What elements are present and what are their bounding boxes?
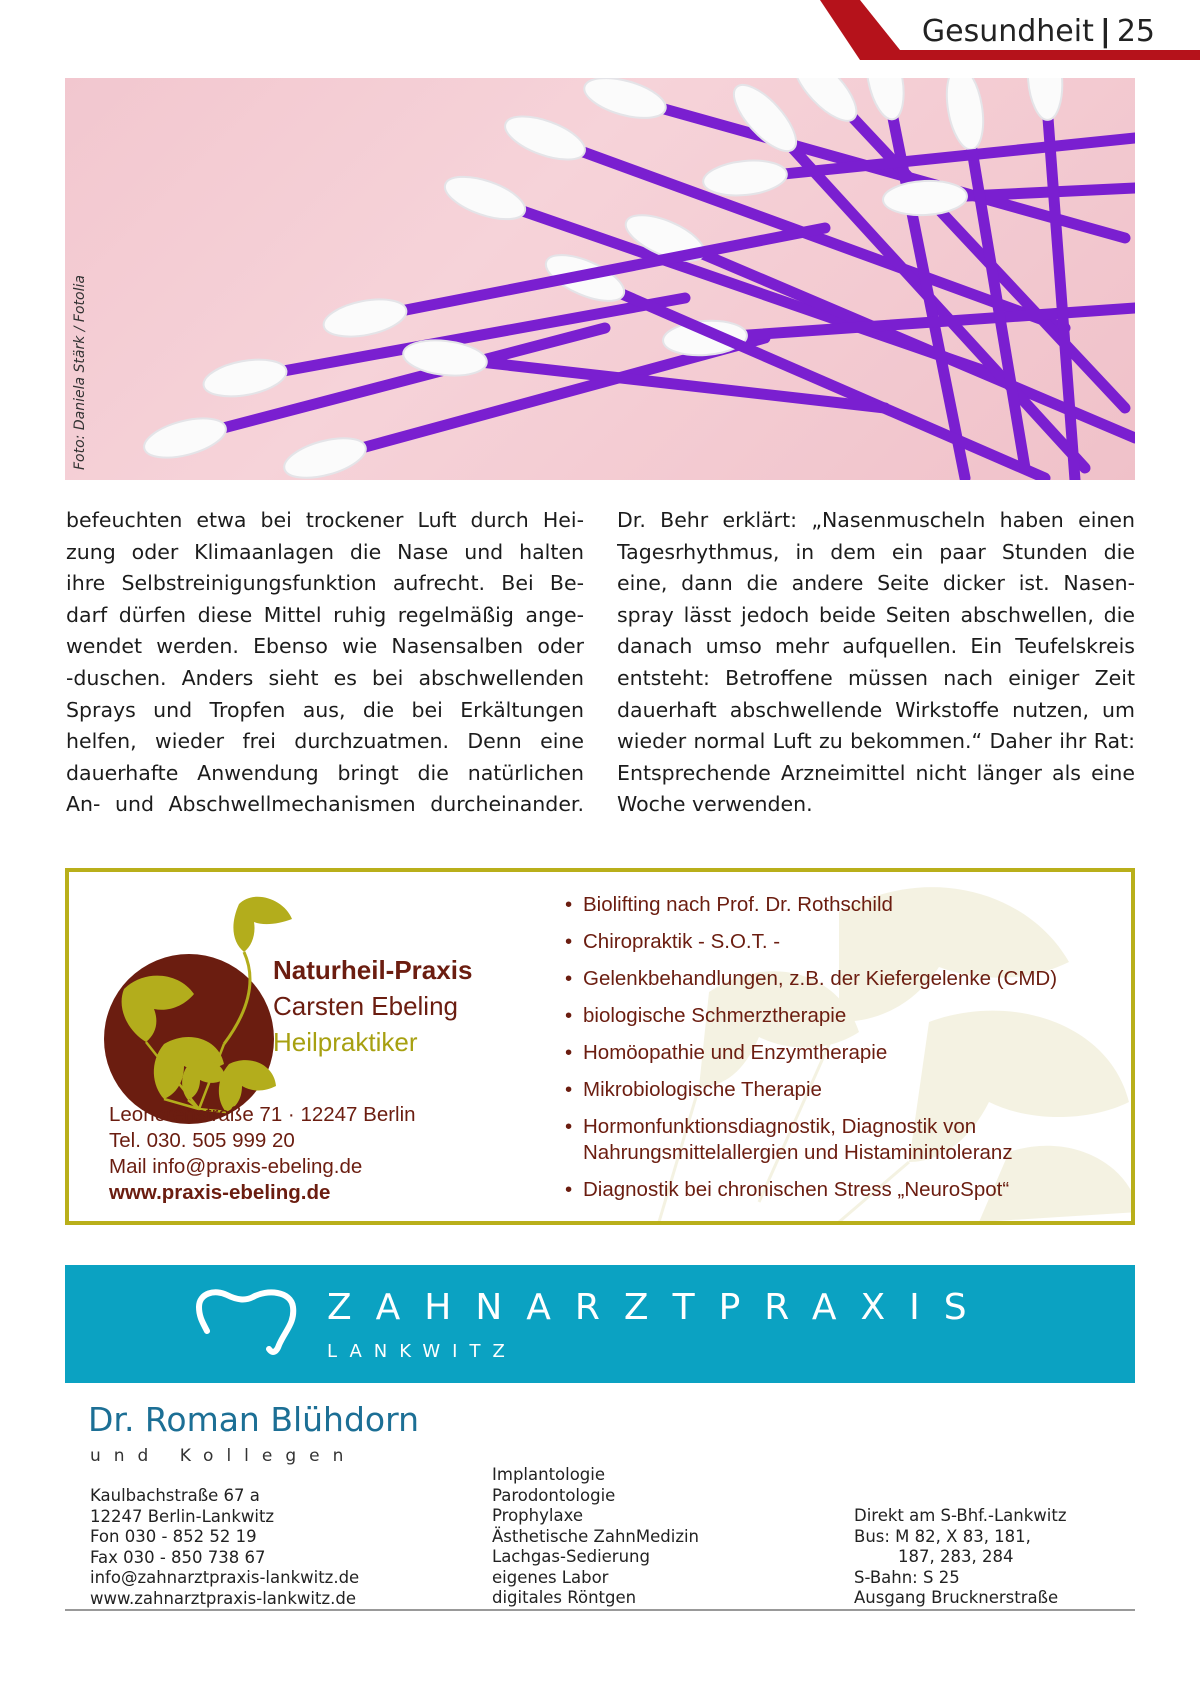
swab-cotton-tip	[201, 354, 290, 402]
swab-cotton-tip	[701, 157, 788, 199]
swab-cotton-tip	[860, 78, 910, 123]
service-item-line: Nahrungsmittelallergien und Histaminintoleranz	[583, 1141, 1013, 1164]
article-right-column	[617, 505, 1135, 821]
swab-cotton-tip	[140, 411, 230, 465]
practitioner-profession: Heilpraktiker	[273, 1027, 418, 1057]
page-header	[922, 14, 1155, 49]
photo-credit: Foto: Daniela Stärk / Fotolia	[72, 275, 88, 470]
transport-line: S-Bahn: S 25	[854, 1567, 960, 1587]
service-item: • Biolifting nach Prof. Dr. Rothschild	[565, 892, 1057, 918]
swab-cotton-tip	[941, 78, 988, 152]
swab-cotton-tip	[882, 179, 968, 217]
service-item: • Mikrobiologische Therapie	[565, 1077, 1057, 1103]
article-line: entsteht: Betroffene müssen nach einiger Zeit	[617, 665, 1135, 690]
article-left-column	[66, 505, 584, 821]
address-line: Fon 030 - 852 52 19	[90, 1527, 257, 1546]
dentist-transport	[854, 1506, 1067, 1609]
zahnarztpraxis-banner	[65, 1265, 1135, 1383]
address-line: Kaulbachstraße 67 a	[90, 1486, 260, 1505]
dentist-colleagues: und Kollegen	[90, 1446, 357, 1466]
cotton-swabs-photo	[65, 78, 1135, 480]
article-line: spray lässt jedoch beide Seiten abschwellen, die	[617, 602, 1135, 627]
page-number: 25	[1116, 14, 1155, 49]
zahnarztpraxis-title: ZAHNARZTPRAXIS	[327, 1287, 991, 1328]
dentist-service-item: Ästhetische ZahnMedizin	[492, 1526, 700, 1546]
transport-line: Direkt am S-Bhf.-Lankwitz	[854, 1506, 1067, 1525]
article-line: Entsprechende Arzneimittel nicht länger als eine	[617, 760, 1135, 785]
address-line: info@zahnarztpraxis-lankwitz.de	[90, 1568, 360, 1587]
transport-line: Bus: M 82, X 83, 181,	[854, 1526, 1031, 1546]
practice-website: www.praxis-ebeling.de	[109, 1181, 331, 1204]
swab-cotton-tip	[724, 78, 806, 160]
naturheil-praxis-ad	[65, 868, 1135, 1225]
article-line: Tagesrhythmus, in dem ein paar Stunden die	[617, 539, 1135, 564]
cotton-swabs-illustration	[65, 78, 1135, 480]
address-line: www.zahnarztpraxis-lankwitz.de	[90, 1588, 356, 1608]
service-item: • Gelenkbehandlungen, z.B. der Kiefergelenke (CMD)	[565, 966, 1057, 992]
dentist-services	[492, 1465, 699, 1609]
dentist-service-item: Implantologie	[492, 1465, 606, 1484]
service-item: • biologische Schmerztherapie	[565, 1003, 1057, 1029]
swab-stick	[1045, 78, 1075, 480]
article-line: An- und Abschwellmechanismen durcheinander.	[66, 792, 584, 817]
header-separator: |	[1099, 14, 1111, 49]
article-line: zung oder Klimaanlagen die Nase und halten	[66, 539, 584, 564]
swab-cotton-tip	[580, 78, 670, 126]
naturheil-contact	[109, 1102, 416, 1206]
dentist-service-item: Prophylaxe	[492, 1506, 583, 1525]
article-line: wendet werden. Ebenso wie Nasensalben oder	[66, 634, 584, 659]
dentist-name: Dr. Roman Blühdorn	[88, 1400, 420, 1439]
service-item: • Chiropraktik - S.O.T. -	[565, 929, 1057, 955]
transport-line: Ausgang Brucknerstraße	[854, 1588, 1059, 1607]
tooth-logo-icon	[193, 1287, 303, 1359]
dentist-service-item: Lachgas-Sedierung	[492, 1547, 650, 1566]
practice-mail: Mail info@praxis-ebeling.de	[109, 1155, 363, 1178]
article-line: dauerhafte Anwendung bringt die natürlichen	[66, 760, 584, 785]
swab-cotton-tip	[1025, 78, 1065, 121]
swab-cotton-tip	[280, 431, 370, 480]
section-title: Gesundheit	[921, 14, 1094, 49]
article-line: eine, dann die andere Seite dicker ist. Nasen-	[617, 571, 1135, 596]
article-line: Dr. Behr erklärt: „Nasenmuscheln haben einen	[617, 508, 1135, 532]
swab-cotton-tip	[440, 168, 531, 228]
article-line: helfen, wieder frei durchzuatmen. Denn eine	[66, 729, 584, 754]
service-item: • Homöopathie und Enzymtherapie	[565, 1040, 1057, 1066]
naturheil-services-list	[565, 892, 1057, 1214]
article-line: -duschen. Anders sieht es bei abschwellenden	[66, 665, 584, 690]
address-line: Fax 030 - 850 738 67	[90, 1547, 266, 1567]
transport-line: 187, 283, 284	[898, 1547, 1014, 1566]
swab-cotton-tip	[321, 293, 410, 342]
naturheil-title-block	[273, 952, 472, 1060]
practice-address: Leonorenstraße 71 · 12247 Berlin	[109, 1103, 416, 1126]
service-item: • Diagnostik bei chronischen Stress „NeuroSpot“	[565, 1177, 1057, 1203]
address-line: 12247 Berlin-Lankwitz	[90, 1506, 275, 1526]
article-line: Woche verwenden.	[617, 792, 813, 817]
service-item-multiline	[565, 1114, 1057, 1166]
practitioner-name: Carsten Ebeling	[273, 991, 458, 1021]
article-line: ihre Selbstreinigungsfunktion aufrecht. Bei Be-	[66, 571, 584, 596]
dentist-address	[90, 1486, 359, 1609]
article-line: darf dürfen diese Mittel ruhig regelmäßig ange-	[66, 602, 584, 627]
article-line: Sprays und Tropfen aus, die bei Erkältungen	[66, 697, 584, 722]
dentist-service-item: eigenes Labor	[492, 1567, 609, 1587]
article-line: wieder normal Luft zu bekommen.“ Daher ihr Rat:	[617, 729, 1135, 754]
article-line: dauerhaft abschwellende Wirkstoffe nutzen, um	[617, 697, 1135, 722]
dentist-service-item: Parodontologie	[492, 1485, 616, 1505]
practice-name: Naturheil-Praxis	[273, 955, 473, 985]
zahnarztpraxis-subtitle: LANKWITZ	[327, 1341, 517, 1362]
swab-stick	[705, 308, 1135, 338]
bottom-divider	[65, 1609, 1135, 1611]
dentist-service-item: digitales Röntgen	[492, 1588, 637, 1607]
swab-cotton-tip	[500, 108, 591, 169]
article-line: danach umso mehr aufquellen. Ein Teufelskreis	[617, 634, 1135, 659]
practice-phone: Tel. 030. 505 999 20	[109, 1129, 295, 1152]
article-line: befeuchten etwa bei trockener Luft durch Hei-	[66, 508, 584, 532]
service-item-line: Hormonfunktionsdiagnostik, Diagnostik von	[583, 1115, 977, 1138]
